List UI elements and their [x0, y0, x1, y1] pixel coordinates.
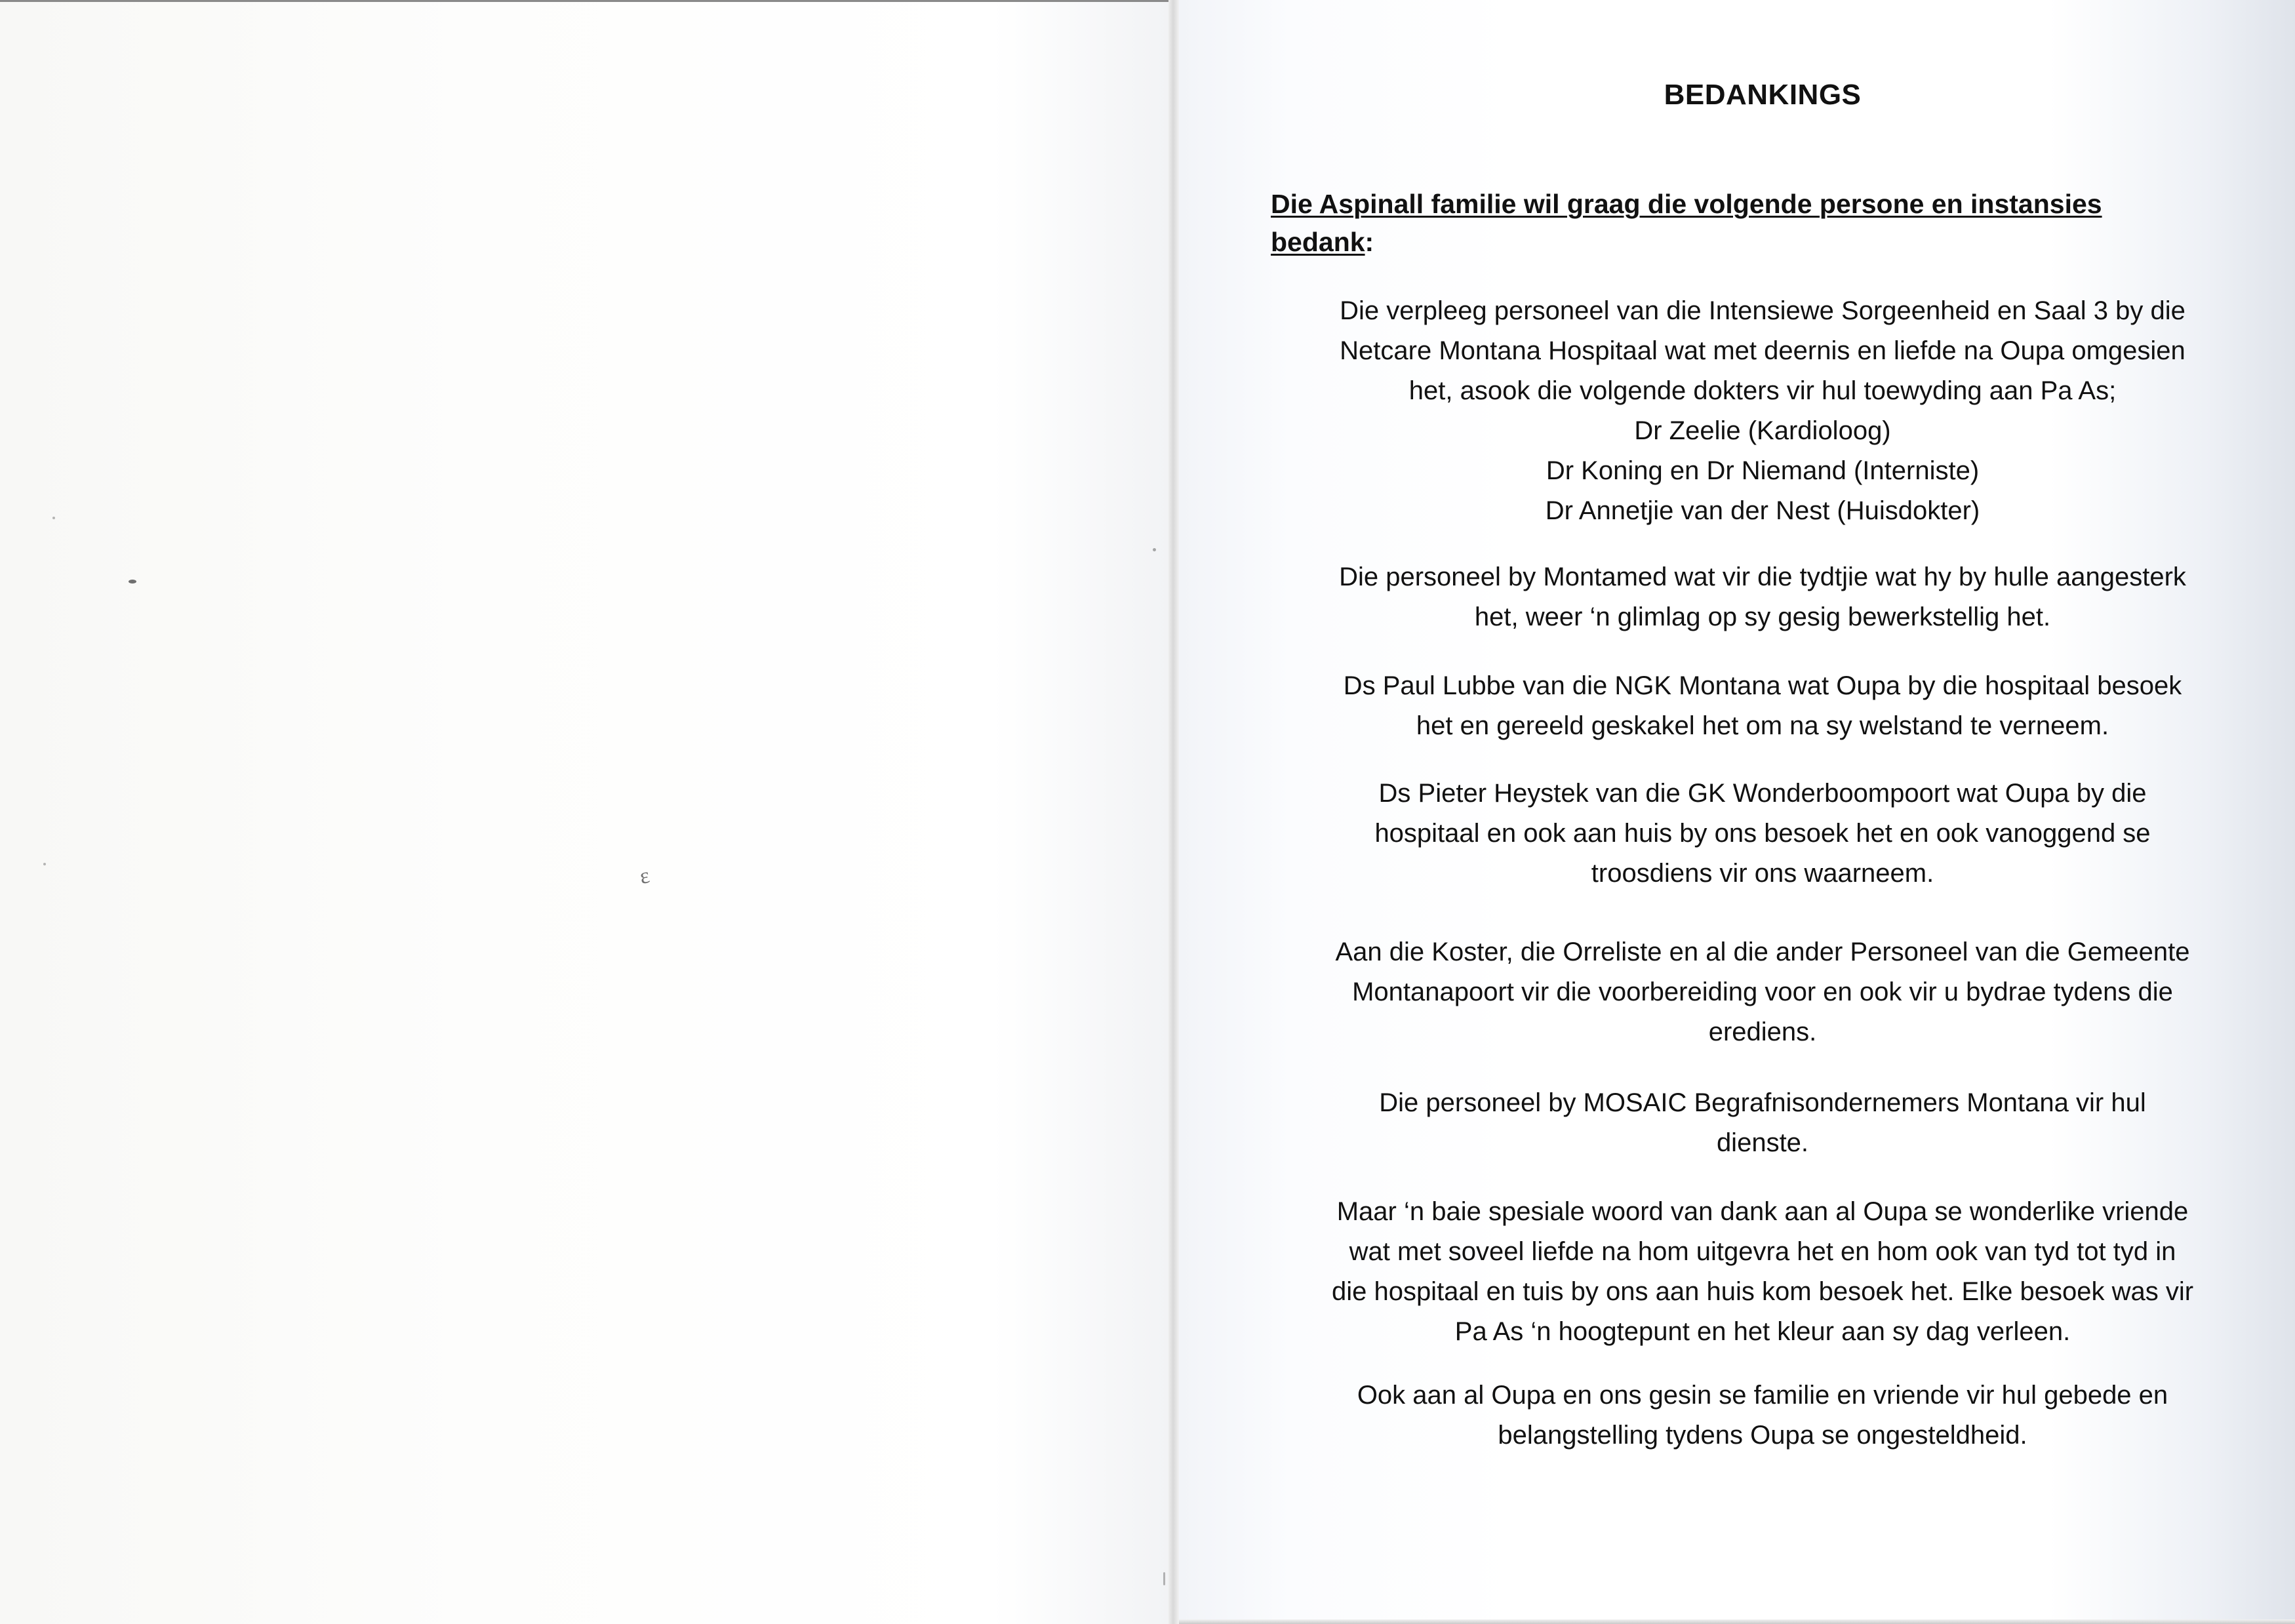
paragraph-line: Ds Paul Lubbe van die NGK Montana wat Oupa by die hospitaal besoek — [1343, 671, 2182, 700]
intro-statement — [1271, 185, 2176, 261]
scan-speck — [129, 580, 136, 584]
scan-speck — [43, 863, 46, 865]
paragraph-line: Dr Zeelie (Kardioloog) — [1634, 416, 1891, 445]
thanks-paragraph-undertakers — [1264, 1083, 2261, 1163]
scan-mark: ɛ — [637, 863, 652, 890]
paragraph-line: Ook aan al Oupa en ons gesin se familie en vriende vir hul gebede en — [1357, 1381, 2168, 1410]
scan-speck — [52, 517, 55, 519]
bottom-paper-edge — [1179, 1619, 2295, 1624]
paragraph-line: die hospitaal en tuis by ons aan huis kom besoek het. Elke besoek was vir — [1331, 1277, 2194, 1306]
paragraph-line: hospitaal en ook aan huis by ons besoek het en ook vanoggend se — [1374, 819, 2151, 848]
paragraph-line: Die verpleeg personeel van die Intensiewe Sorgeenheid en Saal 3 by die — [1340, 296, 2185, 325]
paragraph-line: belangstelling tydens Oupa se ongesteldheid. — [1498, 1421, 2027, 1450]
left-blank-page — [0, 2, 1168, 1624]
paragraph-line: wat met soveel liefde na hom uitgevra het en hom ook van tyd tot tyd in — [1349, 1237, 2176, 1266]
paragraph-line: troosdiens vir ons waarneem. — [1591, 859, 1934, 888]
page-gutter — [1168, 0, 1179, 1624]
paragraph-line: Netcare Montana Hospitaal wat met deernis en liefde na Oupa omgesien — [1340, 336, 2185, 365]
thanks-paragraph-ngk — [1264, 666, 2261, 746]
paragraph-line: het, asook die volgende dokters vir hul toewyding aan Pa As; — [1408, 376, 2117, 405]
paragraph-line: het en gereeld geskakel het om na sy welstand te verneem. — [1416, 711, 2109, 740]
thanks-paragraph-congregation — [1264, 932, 2261, 1052]
paragraph-line: Dr Annetjie van der Nest (Huisdokter) — [1545, 496, 1980, 525]
paragraph-line: Pa As ‘n hoogtepunt en het kleur aan sy dag verleen. — [1454, 1317, 2071, 1346]
paragraph-line: Maar ‘n baie spesiale woord van dank aan al Oupa se wonderlike vriende — [1336, 1197, 2189, 1226]
intro-colon: : — [1365, 227, 1374, 257]
paragraph-line: Dr Koning en Dr Niemand (Interniste) — [1546, 456, 1980, 485]
scan-speck — [1153, 548, 1156, 551]
paragraph-line: dienste. — [1716, 1128, 1809, 1157]
paragraph-line: Montanapoort vir die voorbereiding voor en ook vir u bydrae tydens die — [1352, 978, 2173, 1006]
thanks-paragraph-medical-staff — [1264, 291, 2261, 531]
thanks-paragraph-montamed — [1264, 557, 2261, 637]
paragraph-line: erediens. — [1708, 1018, 1817, 1046]
paragraph-line: Ds Pieter Heystek van die GK Wonderboompoort wat Oupa by die — [1378, 779, 2147, 808]
thanks-paragraph-friends — [1264, 1192, 2261, 1352]
intro-line: Die Aspinall familie wil graag die volgende persone en instansies — [1271, 189, 2102, 219]
intro-line: bedank — [1271, 227, 1365, 257]
paragraph-line: het, weer ‘n glimlag op sy gesig bewerkstellig het. — [1474, 603, 2051, 631]
thanks-paragraph-family — [1264, 1376, 2261, 1456]
paragraph-line: Die personeel by MOSAIC Begrafnisondernemers Montana vir hul — [1379, 1088, 2146, 1117]
scan-speck — [1163, 1572, 1165, 1585]
thanks-paragraph-gk — [1264, 774, 2261, 894]
paragraph-line: Aan die Koster, die Orreliste en al die ander Personeel van die Gemeente — [1335, 938, 2190, 966]
paragraph-line: Die personeel by Montamed wat vir die tydtjie wat hy by hulle aangesterk — [1339, 563, 2186, 591]
page-title: BEDANKINGS — [1664, 79, 1862, 111]
